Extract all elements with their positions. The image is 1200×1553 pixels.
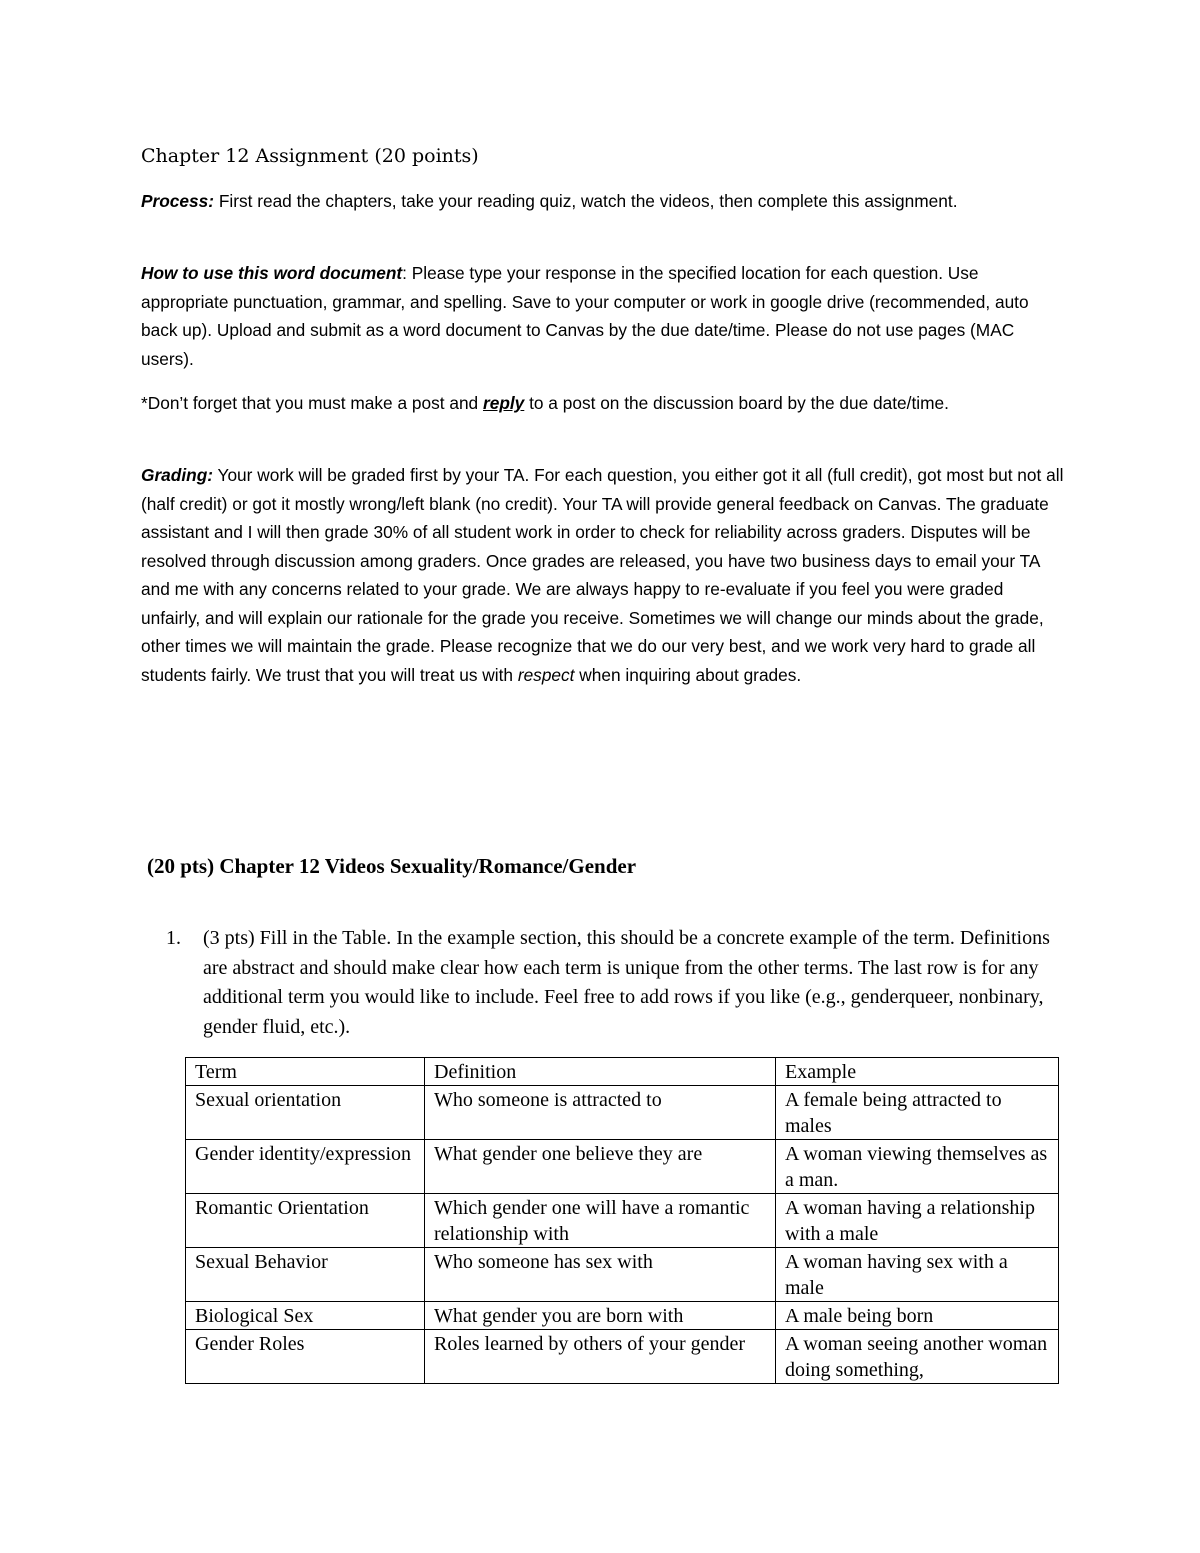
table-cell-definition: Roles learned by others of your gender <box>425 1330 776 1384</box>
table-cell-definition: Who someone has sex with <box>425 1248 776 1302</box>
table-cell-definition: Who someone is attracted to <box>425 1086 776 1140</box>
table-row <box>186 1330 1059 1384</box>
table-cell-term: Romantic Orientation <box>186 1194 425 1248</box>
grading-paragraph <box>141 461 1066 689</box>
table-cell-definition: Which gender one will have a romantic relationship with <box>425 1194 776 1248</box>
how-to-text: : Please type your response in the specified location for each question. Use appropriate punctuation, grammar, and spelling. Save to your computer or work in google drive (recommended, auto back up). Upload and submit as a word document to Canvas by the due date/time. Please do not use pages (MAC users). <box>141 263 1029 369</box>
grading-text-before: Your work will be graded first by your TA. For each question, you either got it all (full credit), got most but not all (half credit) or got it mostly wrong/left blank (no credit). Your TA will provide general feedback on Canvas. The graduate assistant and I will then grade 30% of all student work in order to check for reliability across graders. Disputes will be resolved through discussion among graders. Once grades are released, you have two business days to email your TA and me with any concerns related to your grade. We are always happy to re-evaluate if you feel you were graded unfairly, and will explain our rationale for the grade you receive. Sometimes we will change our minds about the grade, other times we will maintain the grade. Please recognize that we do our very best, and we work very hard to grade all students fairly. We trust that you will treat us with <box>141 465 1064 685</box>
how-to-label: How to use this word document <box>141 263 403 283</box>
table-cell-example: A woman having a relationship with a male <box>776 1194 1059 1248</box>
how-to-paragraph <box>141 259 1066 373</box>
table-cell-term: Gender identity/expression <box>186 1140 425 1194</box>
table-cell-example: A woman having sex with a male <box>776 1248 1059 1302</box>
grading-text-after: when inquiring about grades. <box>574 664 802 685</box>
table-cell-example: A male being born <box>776 1302 1059 1330</box>
table-cell-term: Biological Sex <box>186 1302 425 1330</box>
table-row <box>186 1302 1059 1330</box>
process-text: First read the chapters, take your reading quiz, watch the videos, then complete this assignment. <box>214 191 958 211</box>
grading-label: Grading: <box>141 465 214 485</box>
process-label: Process: <box>141 191 215 211</box>
table-header-cell: Definition <box>425 1058 776 1086</box>
table-row <box>186 1086 1059 1140</box>
table-header-cell: Example <box>776 1058 1059 1086</box>
question-number: 1. <box>166 927 181 949</box>
table-cell-term: Sexual orientation <box>186 1086 425 1140</box>
table-row <box>186 1140 1059 1194</box>
question-text: (3 pts) Fill in the Table. In the example section, this should be a concrete example of the term. Definitions are abstract and should make clear how each term is unique from the other terms. The last row is for any additional term you would like to include. Feel free to add rows if you like (e.g., genderqueer, nonbinary, gender fluid, etc.). <box>203 927 1050 1038</box>
process-paragraph <box>141 187 1066 216</box>
table-cell-example: A woman seeing another woman doing something, <box>776 1330 1059 1384</box>
table-cell-example: A female being attracted to males <box>776 1086 1059 1140</box>
table-header-cell: Term <box>186 1058 425 1086</box>
reminder-emphasis: reply <box>482 393 525 413</box>
table-cell-definition: What gender one believe they are <box>425 1140 776 1194</box>
table-cell-example: A woman viewing themselves as a man. <box>776 1140 1059 1194</box>
table-cell-definition: What gender you are born with <box>425 1302 776 1330</box>
reminder-text-after: to a post on the discussion board by the due date/time. <box>524 393 949 413</box>
table-row <box>186 1194 1059 1248</box>
assignment-title: Chapter 12 Assignment (20 points) <box>141 145 479 167</box>
table-row <box>186 1248 1059 1302</box>
terms-table-container <box>180 1050 1065 1390</box>
table-header-row <box>186 1058 1059 1086</box>
terms-table <box>185 1057 1059 1384</box>
table-cell-term: Gender Roles <box>186 1330 425 1384</box>
section-heading: (20 pts) Chapter 12 Videos Sexuality/Romance/Gender <box>147 854 637 878</box>
table-cell-term: Sexual Behavior <box>186 1248 425 1302</box>
reminder-text-before: *Don’t forget that you must make a post and <box>141 393 483 413</box>
grading-emphasis: respect <box>517 664 575 685</box>
reminder-paragraph <box>141 389 1066 418</box>
